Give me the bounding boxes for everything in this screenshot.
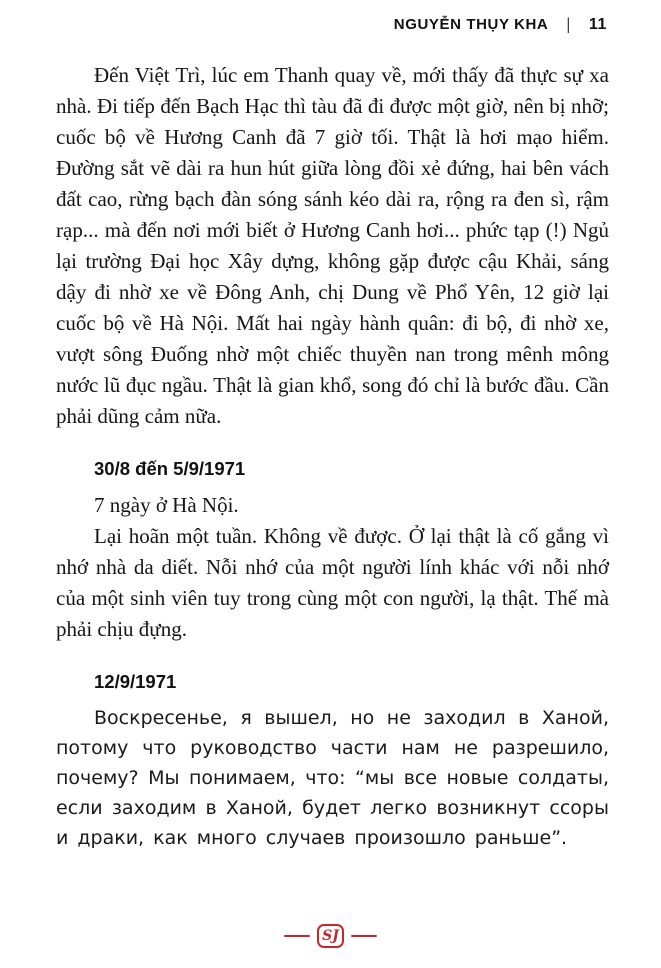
page-body — [56, 60, 609, 853]
header-divider: | — [566, 15, 571, 34]
ornament-rule-right — [351, 935, 377, 937]
paragraph-seven-days: 7 ngày ở Hà Nội. — [94, 493, 239, 517]
header-author-name: NGUYỄN THỤY KHA — [393, 16, 549, 33]
header-page-number: 11 — [588, 16, 607, 33]
date-heading-sep12: 12/9/1971 — [94, 671, 177, 692]
ornament-rule-left — [284, 935, 310, 937]
footer-ornament — [0, 924, 661, 948]
publisher-monogram-icon: SJ — [317, 924, 344, 948]
paragraph-delay-week: Lại hoãn một tuần. Không về được. Ở lại thật là cố gắng vì nhớ nhà da diết. Nỗi nhớ của một người lính khác với nỗi nhớ của một sinh viên tuy trong cùng một con người, lạ thật. Thế mà phải chịu đựng. — [56, 524, 609, 641]
paragraph-travel-diary: Đến Việt Trì, lúc em Thanh quay về, mới thấy đã thực sự xa nhà. Đi tiếp đến Bạch Hạc thì tàu đã đi được một giờ, nên bị nhỡ; cuốc bộ về Hương Canh đã 7 giờ tối. Thật là hơi mạo hiểm. Đường sắt vẽ dài ra hun hút giữa lòng đồi xẻ đứng, hai bên vách đất cao, rừng bạch đàn sóng sánh kéo dài ra, rộng ra đen sì, rậm rạp... mà đến nơi mới biết ở Hương Canh hơi... phức tạp (!) Ngủ lại trường Đại học Xây dựng, không gặp được cậu Khải, sáng dậy đi nhờ xe về Đông Anh, chị Dung về Phổ Yên, 12 giờ lại cuốc bộ về Hà Nội. Mất hai ngày hành quân: đi bộ, đi nhờ xe, vượt sông Đuống nhờ một chiếc thuyền nan trong mênh mông nước lũ đục ngầu. Thật là gian khổ, song đó chỉ là bước đầu. Cần phải dũng cảm nữa. — [56, 63, 609, 428]
paragraph-russian-entry: Воскресенье, я вышел, но не заходил в Ханой, потому что руководство части нам не разрешило, почему? Мы понимаем, что: “мы все новые солдаты, если заходим в Ханой, будет легко возникнут ссоры и драки, как много случаев произошло раньше”. — [56, 707, 609, 849]
running-header — [56, 16, 609, 34]
date-heading-aug30-sep5: 30/8 đến 5/9/1971 — [94, 458, 246, 479]
